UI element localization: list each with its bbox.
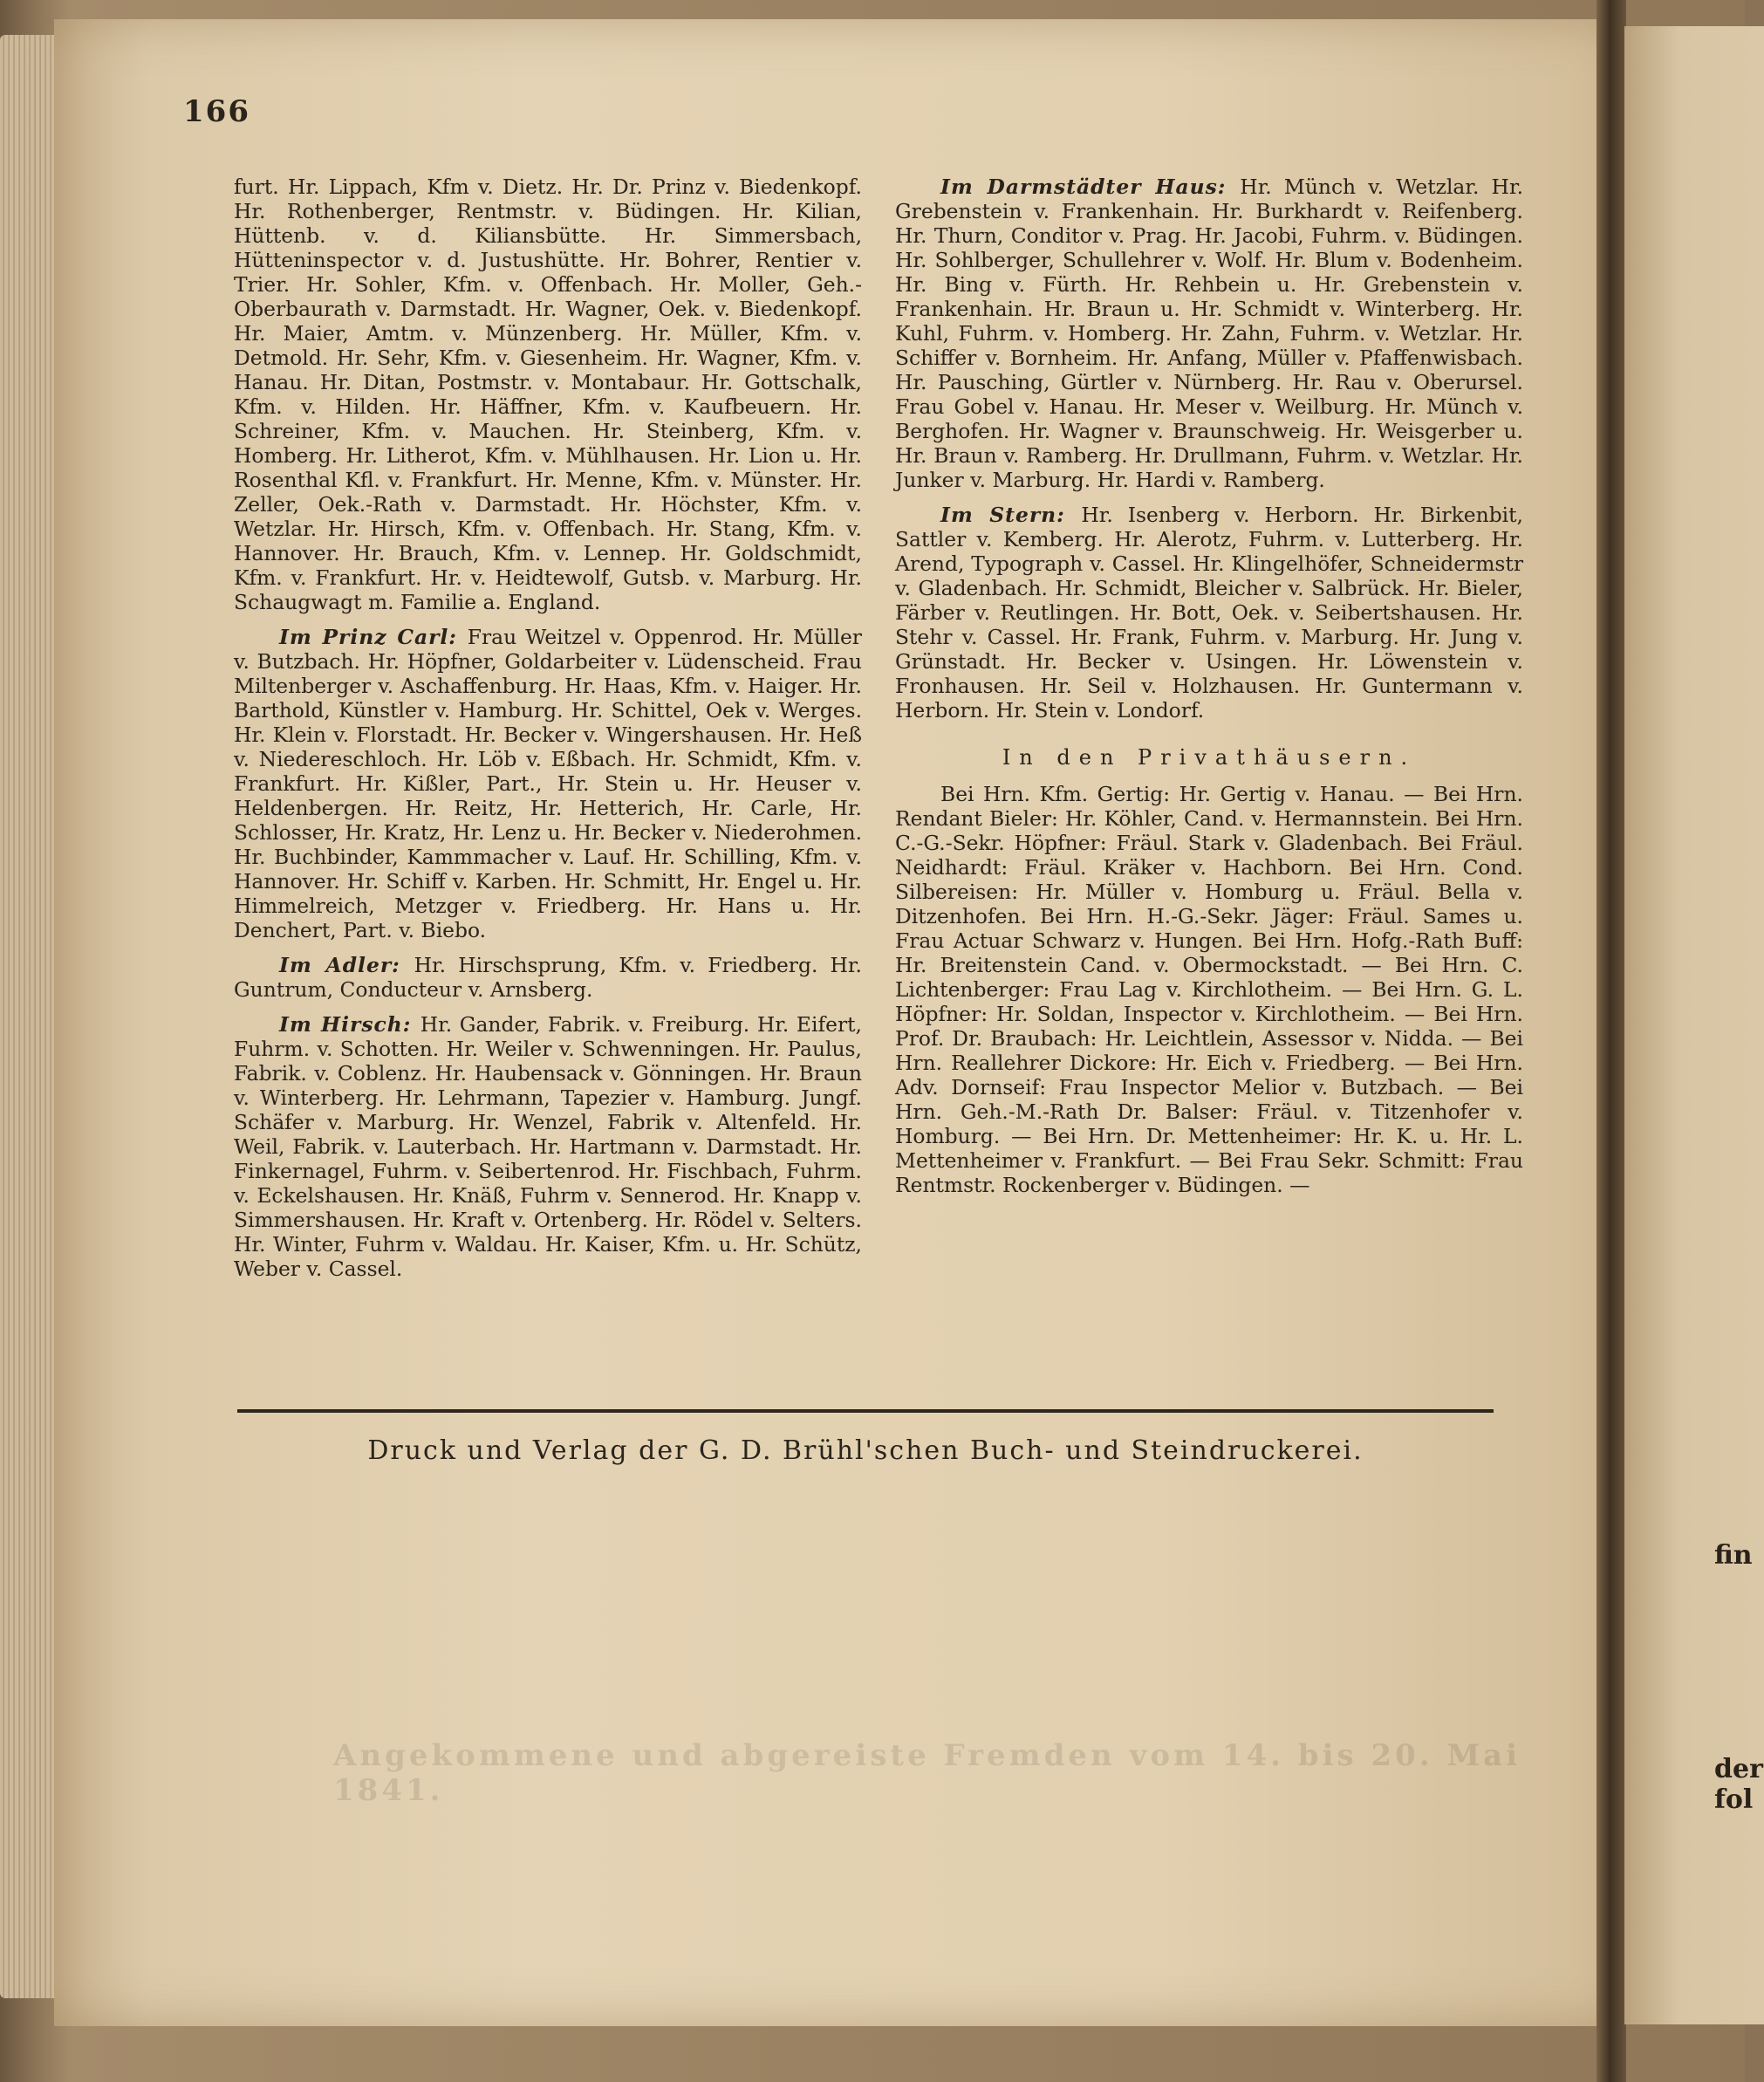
fragment-text: fin xyxy=(1714,1540,1753,1571)
section-text: Frau Weitzel v. Oppenrod. Hr. Müller v. Butzbach. Hr. Höpfner, Goldarbeiter v. Lüdenscheid. Frau Miltenberger v. Aschaffenburg. Hr. Haas, Kfm. v. Haiger. Hr. Barthold, Künstler v. Hamburg. Hr. Schittel, Oek v. Werges. Hr. Klein v. Florstadt. Hr. Becker v. Wingershausen. Hr. Heß v. Niedereschloch. Hr. Löb v. Eßbach. Hr. Schmidt, Kfm. v. Frankfurt. Hr. Kißler, Part., Hr. Stein u. Hr. Heuser v. Heldenbergen. Hr. Reitz, Hr. Hetterich, Hr. Carle, Hr. Schlosser, Hr. Kratz, Hr. Lenz u. Hr. Becker v. Niederohmen. Hr. Buchbinder, Kammmacher v. Lauf. Hr. Schilling, Kfm. v. Hannover. Hr. Schiff v. Karben. Hr. Schmitt, Hr. Engel u. Hr. Himmelreich, Metzger v. Friedberg. Hr. Hans u. Hr. Denchert, Part. v. Biebo. xyxy=(234,625,862,942)
facing-page-text-fragments xyxy=(1714,0,1763,2082)
fragment-text: der xyxy=(1714,1754,1763,1784)
section-label: Im Adler: xyxy=(279,953,414,977)
private-houses-text: Bei Hrn. Kfm. Gertig: Hr. Gertig v. Hanau. — Bei Hrn. Rendant Bieler: Hr. Köhler, Cand. v. Hermannstein. Bei Hrn. C.-G.-Sekr. Höpfner: Fräul. Stark v. Gladenbach. Bei Fräul. Neidhardt: Fräul. Kräker v. Hachborn. Bei Hrn. Cond. Silbereisen: Hr. Müller v. Homburg u. Fräul. Bella v. Ditzenhofen. Bei Hrn. H.-G.-Sekr. Jäger: Fräul. Sames u. Frau Actuar Schwarz v. Hungen. Bei Hrn. Hofg.-Rath Buff: Hr. Breitenstein Cand. v. Obermockstadt. — Bei Hrn. C. Lichtenberger: Frau Lag v. Kirchlotheim. — Bei Hrn. G. L. Höpfner: Hr. Soldan, Inspector v. Kirchlotheim. — Bei Hrn. Prof. Dr. Braubach: Hr. Leichtlein, Assessor v. Nidda. — Bei Hrn. Reallehrer Dickore: Hr. Eich v. Friedberg. — Bei Hrn. Adv. Dornseif: Frau Inspector Melior v. Butzbach. — Bei Hrn. Geh.-M.-Rath Dr. Balser: Fräul. v. Titzenhofer v. Homburg. — Bei Hrn. Dr. Mettenheimer: Hr. K. u. Hr. L. Mettenheimer v. Frankfurt. — Bei Frau Sekr. Schmitt: Frau Rentmstr. Rockenberger v. Büdingen. — xyxy=(895,782,1523,1197)
section-text: Hr. Gander, Fabrik. v. Freiburg. Hr. Eifert, Fuhrm. v. Schotten. Hr. Weiler v. Schwenningen. Hr. Paulus, Fabrik. v. Coblenz. Hr. Haubensack v. Gönningen. Hr. Braun v. Winterberg. Hr. Lehrmann, Tapezier v. Hamburg. Jungf. Schäfer v. Marburg. Hr. Wenzel, Fabrik v. Altenfeld. Hr. Weil, Fabrik. v. Lauterbach. Hr. Hartmann v. Darmstadt. Hr. Finkernagel, Fuhrm. v. Seibertenrod. Hr. Fischbach, Fuhrm. v. Eckelshausen. Hr. Knäß, Fuhrm v. Sennerod. Hr. Knapp v. Simmershausen. Hr. Kraft v. Ortenberg. Hr. Rödel v. Selters. Hr. Winter, Fuhrm v. Waldau. Hr. Kaiser, Kfm. u. Hr. Schütz, Weber v. Cassel. xyxy=(234,1012,862,1281)
section-text: Hr. Münch v. Wetzlar. Hr. Grebenstein v. Frankenhain. Hr. Burkhardt v. Reifenberg. Hr. Thurn, Conditor v. Prag. Hr. Jacobi, Fuhrm. v. Büdingen. Hr. Sohlberger, Schullehrer v. Wolf. Hr. Blum v. Bodenheim. Hr. Bing v. Fürth. Hr. Rehbein u. Hr. Grebenstein v. Frankenhain. Hr. Braun u. Hr. Schmidt v. Winterberg. Hr. Kuhl, Fuhrm. v. Homberg. Hr. Zahn, Fuhrm. v. Wetzlar. Hr. Schiffer v. Bornheim. Hr. Anfang, Müller v. Pfaffenwisbach. Hr. Pausching, Gürtler v. Nürnberg. Hr. Rau v. Oberursel. Frau Gobel v. Hanau. Hr. Meser v. Weilburg. Hr. Münch v. Berghofen. Hr. Wagner v. Braunschweig. Hr. Weisgerber u. Hr. Braun v. Ramberg. Hr. Drullmann, Fuhrm. v. Wetzlar. Hr. Junker v. Marburg. Hr. Hardi v. Ramberg. xyxy=(895,175,1523,492)
section-label: Im Prinz Carl: xyxy=(279,625,468,649)
fragment-text: fol xyxy=(1714,1784,1754,1815)
bleed-through-text: Angekommene und abgereiste Fremden vom 14. bis 20. Mai 1841. xyxy=(333,1738,1521,1808)
guest-list-section xyxy=(234,625,862,942)
left-column xyxy=(234,175,862,1291)
right-column xyxy=(895,175,1523,1197)
private-houses-heading: In den Privathäusern. xyxy=(1002,745,1417,770)
section-text: furt. Hr. Lippach, Kfm v. Dietz. Hr. Dr. Prinz v. Biedenkopf. Hr. Rothenberger, Rentmstr. v. Büdingen. Hr. Kilian, Hüttenb. v. d. Kiliansbütte. Hr. Simmersbach, Hütteninspector v. d. Justushütte. Hr. Bohrer, Rentier v. Trier. Hr. Sohler, Kfm. v. Offenbach. Hr. Moller, Geh.-Oberbaurath v. Darmstadt. Hr. Wagner, Oek. v. Biedenkopf. Hr. Maier, Amtm. v. Münzenberg. Hr. Müller, Kfm. v. Detmold. Hr. Sehr, Kfm. v. Giesenheim. Hr. Wagner, Kfm. v. Hanau. Hr. Ditan, Postmstr. v. Montabaur. Hr. Gottschalk, Kfm. v. Hilden. Hr. Häffner, Kfm. v. Kaufbeuern. Hr. Schreiner, Kfm. v. Mauchen. Hr. Steinberg, Kfm. v. Homberg. Hr. Litherot, Kfm. v. Mühlhausen. Hr. Lion u. Hr. Rosenthal Kfl. v. Frankfurt. Hr. Menne, Kfm. v. Münster. Hr. Zeller, Oek.-Rath v. Darmstadt. Hr. Höchster, Kfm. v. Wetzlar. Hr. Hirsch, Kfm. v. Offenbach. Hr. Stang, Kfm. v. Hannover. Hr. Brauch, Kfm. v. Lennep. Hr. Goldschmidt, Kfm. v. Frankfurt. Hr. v. Heidtewolf, Gutsb. v. Marburg. Hr. Schaugwagt m. Familie a. England. xyxy=(234,175,862,614)
page-number: 166 xyxy=(183,94,250,129)
guest-list-section xyxy=(895,175,1523,492)
section-label: Im Hirsch: xyxy=(279,1012,420,1037)
section-label: Im Stern: xyxy=(940,503,1082,527)
guest-list-section xyxy=(234,953,862,1002)
book-gutter xyxy=(1596,0,1626,2082)
section-text: Hr. Isenberg v. Herborn. Hr. Birkenbit, Sattler v. Kemberg. Hr. Alerotz, Fuhrm. v. Lutterberg. Hr. Arend, Typograph v. Cassel. Hr. Klingelhöfer, Schneidermstr v. Gladenbach. Hr. Schmidt, Bleicher v. Salbrück. Hr. Bieler, Färber v. Reutlingen. Hr. Bott, Oek. v. Seibertshausen. Hr. Stehr v. Cassel. Hr. Frank, Fuhrm. v. Marburg. Hr. Jung v. Grünstadt. Hr. Becker v. Usingen. Hr. Löwenstein v. Fronhausen. Hr. Seil v. Holzhausen. Hr. Guntermann v. Herborn. Hr. Stein v. Londorf. xyxy=(895,503,1523,723)
section-text: Hr. Hirschsprung, Kfm. v. Friedberg. Hr. Guntrum, Conducteur v. Arnsberg. xyxy=(234,953,862,1002)
section-label: Im Darmstädter Haus: xyxy=(940,175,1241,199)
guest-list-section xyxy=(895,503,1523,723)
guest-list-section xyxy=(234,1012,862,1281)
footer-rule xyxy=(237,1409,1494,1413)
guest-list-section xyxy=(234,175,862,614)
printer-imprint: Druck und Verlag der G. D. Brühl'schen Buch- und Steindruckerei. xyxy=(367,1435,1364,1466)
